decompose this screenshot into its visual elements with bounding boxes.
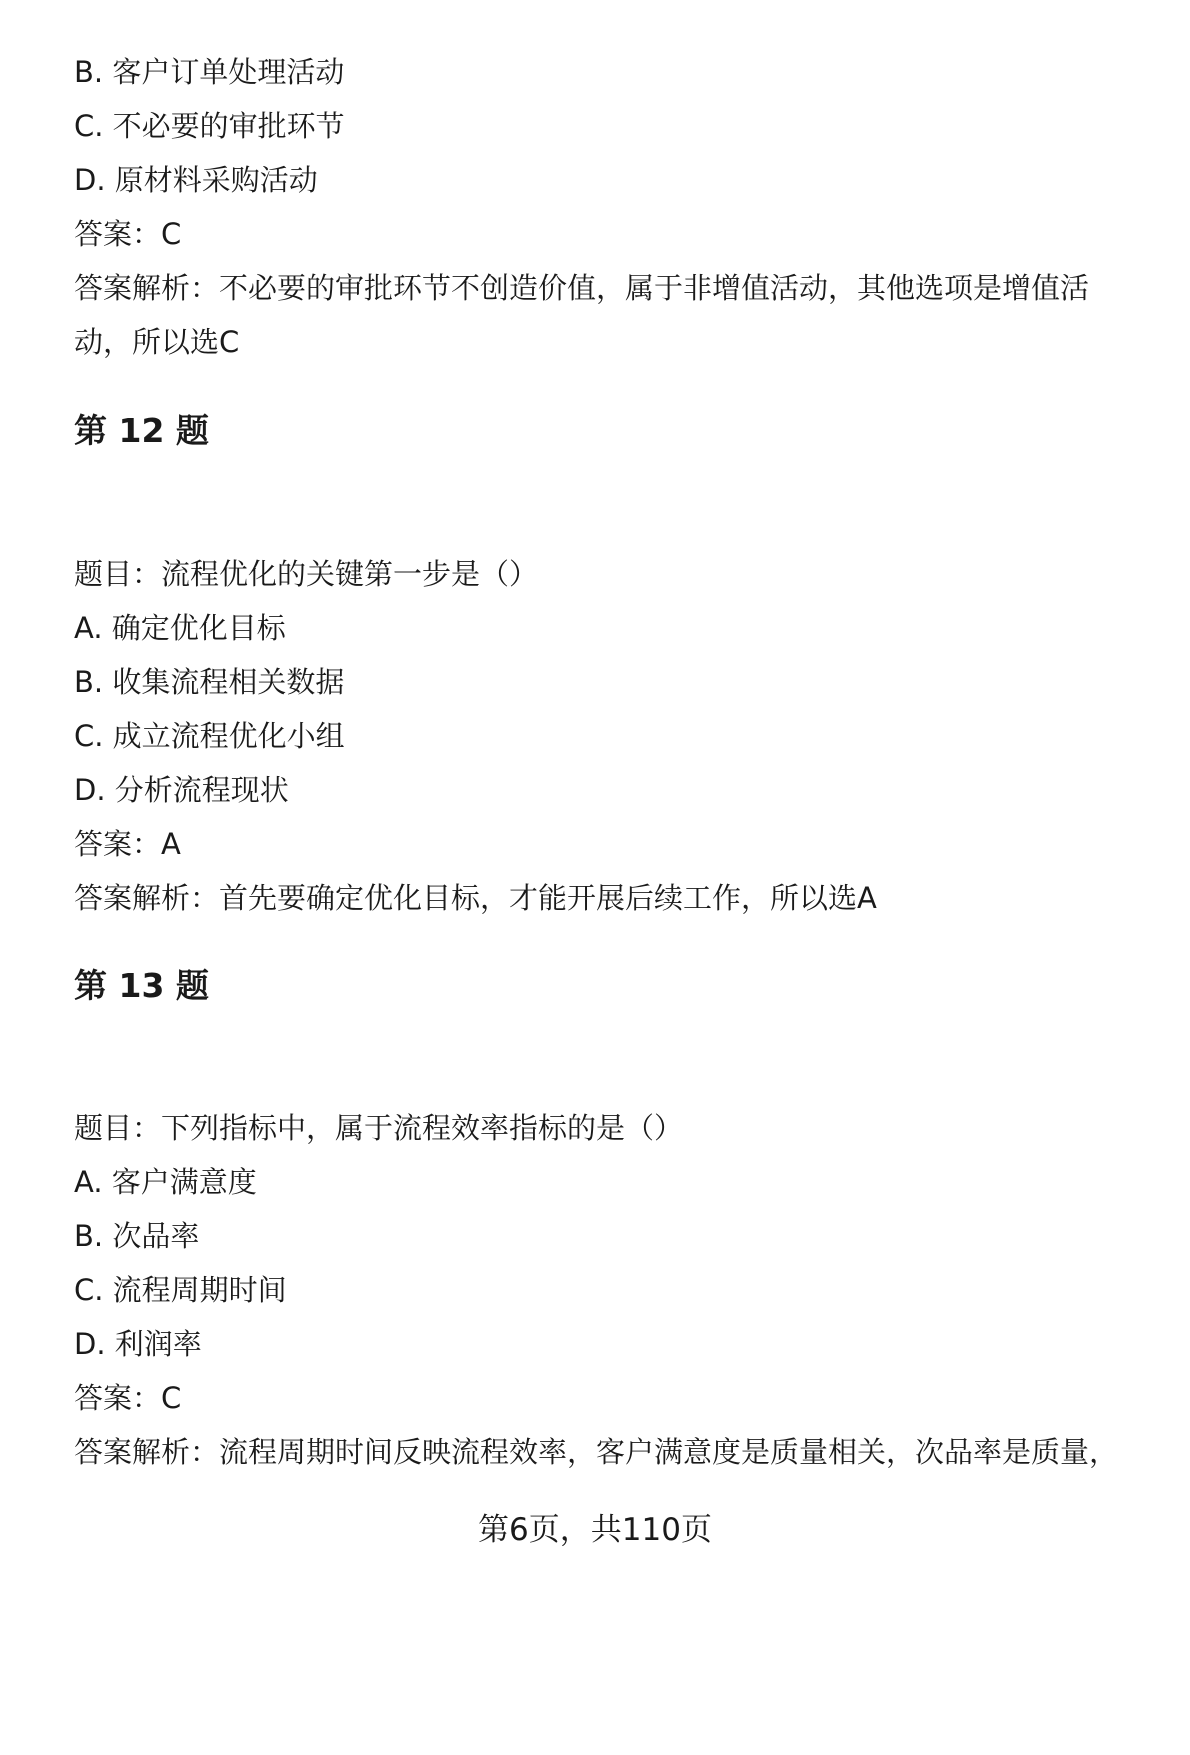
question-12-explanation: 答案解析：首先要确定优化目标，才能开展后续工作，所以选A — [74, 881, 877, 915]
option-d: D. 原材料采购活动 — [74, 163, 318, 197]
question-13-explanation: 答案解析：流程周期时间反映流程效率，客户满意度是质量相关，次品率是质量， — [74, 1435, 1119, 1469]
option-c: C. 不必要的审批环节 — [74, 109, 345, 143]
question-12-option-c: C. 成立流程优化小组 — [74, 719, 345, 753]
question-13-heading: 第 13 题 — [74, 966, 209, 1005]
question-13-option-d: D. 利润率 — [74, 1327, 202, 1361]
question-12-answer: 答案：A — [74, 827, 181, 861]
question-12-option-a: A. 确定优化目标 — [74, 611, 286, 645]
question-12-heading: 第 12 题 — [74, 411, 209, 450]
explanation-line-1: 答案解析：不必要的审批环节不创造价值，属于非增值活动，其他选项是增值活 — [74, 271, 1090, 305]
question-13-stem: 题目：下列指标中，属于流程效率指标的是（） — [74, 1111, 684, 1145]
page-number: 第6页，共110页 — [478, 1512, 712, 1548]
question-13-answer: 答案：C — [74, 1381, 182, 1415]
question-13-option-b: B. 次品率 — [74, 1219, 200, 1253]
explanation-line-2: 动，所以选C — [74, 325, 240, 359]
answer: 答案：C — [74, 217, 182, 251]
question-13-option-a: A. 客户满意度 — [74, 1165, 257, 1199]
option-b: B. 客户订单处理活动 — [74, 55, 345, 89]
question-12-option-b: B. 收集流程相关数据 — [74, 665, 345, 699]
question-13-option-c: C. 流程周期时间 — [74, 1273, 287, 1307]
question-12-stem: 题目：流程优化的关键第一步是（） — [74, 557, 539, 591]
question-12-option-d: D. 分析流程现状 — [74, 773, 289, 807]
